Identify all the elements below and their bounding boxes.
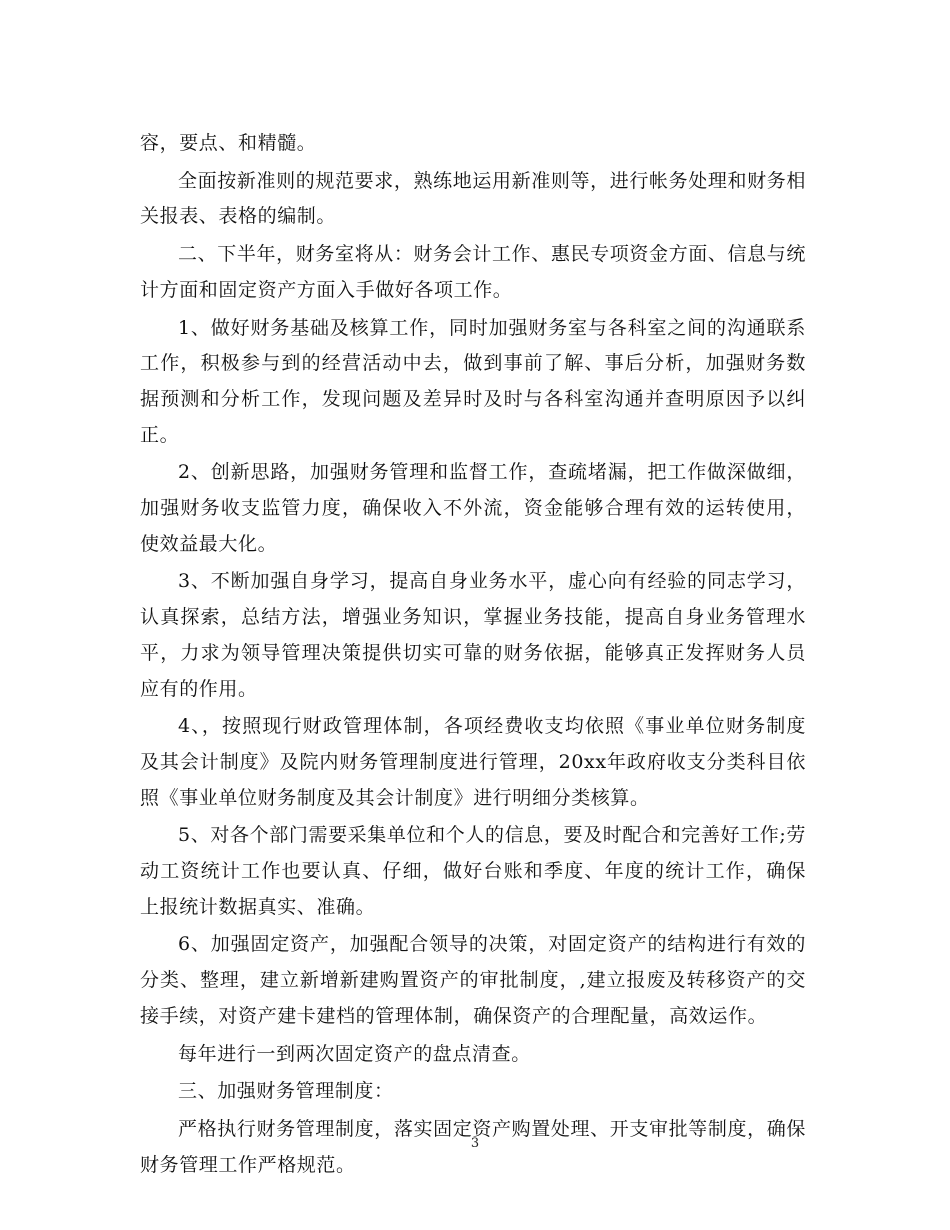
paragraph: 4、，按照现行财政管理体制，各项经费收支均依照《事业单位财务制度及其会计制度》及院内财务管理制度进行管理，20xx年政府收支分类科目依照《事业单位财务制度及其会计制度》进行明细分类核算。	[140, 715, 806, 809]
paragraph: 5、对各个部门需要采集单位和个人的信息，要及时配合和完善好工作;劳动工资统计工作也要认真、仔细，做好台账和季度、年度的统计工作，确保上报统计数据真实、准确。	[140, 824, 806, 918]
paragraph: 3、不断加强自身学习，提高自身业务水平，虚心向有经验的同志学习，认真探索，总结方法，增强业务知识，掌握业务技能，提高自身业务管理水平，力求为领导管理决策提供切实可靠的财务依据，能够真正发挥财务人员应有的作用。	[140, 570, 806, 700]
paragraph: 二、下半年，财务室将从：财务会计工作、惠民专项资金方面、信息与统计方面和固定资产方面入手做好各项工作。	[140, 243, 806, 301]
paragraph: 容，要点、和精髓。	[140, 132, 317, 154]
page-number: 3	[470, 1136, 480, 1151]
paragraph: 全面按新准则的规范要求，熟练地运用新准则等，进行帐务处理和财务相关报表、表格的编制。	[140, 169, 806, 228]
paragraph: 2、创新思路，加强财务管理和监督工作，查疏堵漏，把工作做深做细，加强财务收支监管力度，确保收入不外流，资金能够合理有效的运转使用，使效益最大化。	[140, 461, 806, 555]
paragraph: 1、做好财务基础及核算工作，同时加强财务室与各科室之间的沟通联系工作，积极参与到的经营活动中去，做到事前了解、事后分析，加强财务数据预测和分析工作，发现问题及差异时及时与各科室沟通并查明原因予以纠正。	[140, 316, 806, 446]
paragraph: 6、加强固定资产，加强配合领导的决策，对固定资产的结构进行有效的分类、整理，建立新增新建购置资产的审批制度，,建立报废及转移资产的交接手续，对资产建卡建档的管理体制，确保资产的合理配量，高效运作。	[140, 933, 806, 1027]
paragraph: 三、加强财务管理制度：	[178, 1080, 394, 1103]
paragraph: 严格执行财务管理制度，落实固定资产购置处理、开支审批等制度，确保财务管理工作严格规范。	[140, 1117, 806, 1176]
paragraph: 每年进行一到两次固定资产的盘点清查。	[178, 1042, 531, 1065]
document-body	[140, 126, 806, 1185]
